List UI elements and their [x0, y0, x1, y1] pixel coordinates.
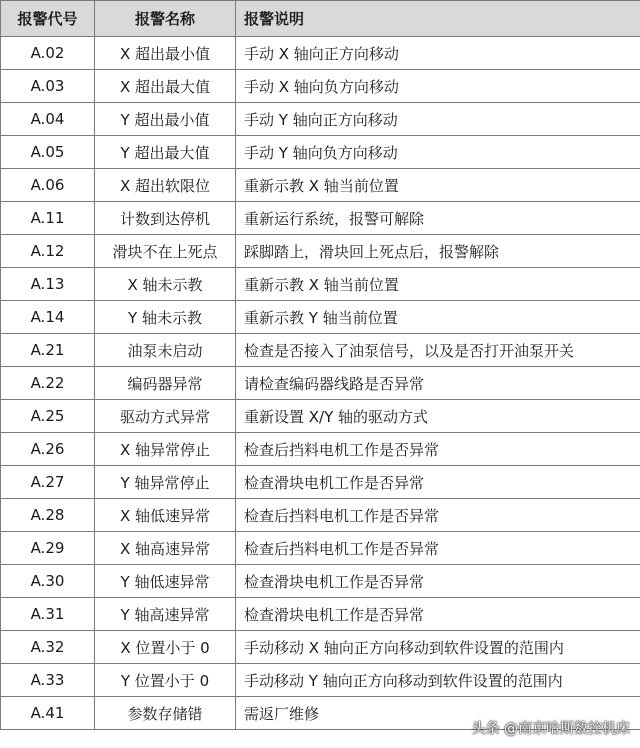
alarm-code-cell: A.06 — [1, 169, 95, 202]
alarm-description-cell: 手动 X 轴向正方向移动 — [236, 37, 640, 70]
alarm-description-cell: 重新示教 X 轴当前位置 — [236, 169, 640, 202]
alarm-name-cell: Y 轴低速异常 — [95, 565, 236, 598]
alarm-description-cell: 检查后挡料电机工作是否异常 — [236, 499, 640, 532]
table-row — [1, 235, 640, 268]
header-row — [1, 1, 640, 37]
alarm-description-cell: 重新示教 X 轴当前位置 — [236, 268, 640, 301]
alarm-name-cell: Y 轴异常停止 — [95, 466, 236, 499]
alarm-description-cell: 手动 Y 轴向正方向移动 — [236, 103, 640, 136]
alarm-name-cell: X 轴低速异常 — [95, 499, 236, 532]
alarm-name-cell: X 轴异常停止 — [95, 433, 236, 466]
alarm-code-cell: A.22 — [1, 367, 95, 400]
alarm-name-cell: 油泵未启动 — [95, 334, 236, 367]
alarm-description-cell: 重新运行系统，报警可解除 — [236, 202, 640, 235]
header-alarm-name: 报警名称 — [95, 1, 236, 37]
table-row — [1, 664, 640, 697]
table-row — [1, 136, 640, 169]
table-row — [1, 400, 640, 433]
alarm-description-cell: 检查滑块电机工作是否异常 — [236, 598, 640, 631]
alarm-name-cell: 驱动方式异常 — [95, 400, 236, 433]
alarm-description-cell: 请检查编码器线路是否异常 — [236, 367, 640, 400]
alarm-code-cell: A.02 — [1, 37, 95, 70]
alarm-name-cell: X 位置小于 0 — [95, 631, 236, 664]
alarm-code-cell: A.41 — [1, 697, 95, 730]
alarm-code-cell: A.28 — [1, 499, 95, 532]
table-row — [1, 433, 640, 466]
alarm-name-cell: X 轴未示教 — [95, 268, 236, 301]
table-row — [1, 301, 640, 334]
alarm-code-cell: A.04 — [1, 103, 95, 136]
alarm-name-cell: Y 轴未示教 — [95, 301, 236, 334]
table-row — [1, 532, 640, 565]
alarm-name-cell: Y 轴高速异常 — [95, 598, 236, 631]
table-row — [1, 565, 640, 598]
table-row — [1, 466, 640, 499]
alarm-name-cell: 滑块不在上死点 — [95, 235, 236, 268]
alarm-name-cell: X 超出软限位 — [95, 169, 236, 202]
header-alarm-code: 报警代号 — [1, 1, 95, 37]
alarm-description-cell: 手动 X 轴向负方向移动 — [236, 70, 640, 103]
watermark-text: 头条 @南京哈斯数控机床 — [471, 721, 630, 737]
table-row — [1, 268, 640, 301]
alarm-code-cell: A.25 — [1, 400, 95, 433]
table-row — [1, 169, 640, 202]
alarm-name-cell: 编码器异常 — [95, 367, 236, 400]
alarm-description-cell: 检查滑块电机工作是否异常 — [236, 466, 640, 499]
alarm-description-cell: 检查后挡料电机工作是否异常 — [236, 433, 640, 466]
alarm-name-cell: X 超出最大值 — [95, 70, 236, 103]
header-alarm-description: 报警说明 — [236, 1, 640, 37]
alarm-code-cell: A.27 — [1, 466, 95, 499]
table-row — [1, 37, 640, 70]
table-row — [1, 631, 640, 664]
alarm-code-cell: A.13 — [1, 268, 95, 301]
table-body — [1, 37, 640, 730]
alarm-description-cell: 重新示教 Y 轴当前位置 — [236, 301, 640, 334]
table-row — [1, 70, 640, 103]
alarm-description-cell: 需返厂维修 — [236, 697, 640, 730]
alarm-name-cell: 计数到达停机 — [95, 202, 236, 235]
alarm-name-cell: Y 位置小于 0 — [95, 664, 236, 697]
alarm-code-cell: A.03 — [1, 70, 95, 103]
alarm-code-cell: A.05 — [1, 136, 95, 169]
alarm-description-cell: 踩脚踏上，滑块回上死点后，报警解除 — [236, 235, 640, 268]
table-row — [1, 103, 640, 136]
alarm-code-cell: A.21 — [1, 334, 95, 367]
alarm-description-cell: 重新设置 X/Y 轴的驱动方式 — [236, 400, 640, 433]
table-row — [1, 598, 640, 631]
table-row — [1, 202, 640, 235]
alarm-code-cell: A.31 — [1, 598, 95, 631]
table-row — [1, 334, 640, 367]
alarm-code-cell: A.26 — [1, 433, 95, 466]
alarm-code-cell: A.29 — [1, 532, 95, 565]
alarm-code-cell: A.14 — [1, 301, 95, 334]
alarm-description-cell: 手动移动 Y 轴向正方向移动到软件设置的范围内 — [236, 664, 640, 697]
alarm-code-cell: A.33 — [1, 664, 95, 697]
alarm-code-cell: A.30 — [1, 565, 95, 598]
table-row — [1, 499, 640, 532]
alarm-description-cell: 检查滑块电机工作是否异常 — [236, 565, 640, 598]
alarm-code-cell: A.11 — [1, 202, 95, 235]
alarm-name-cell: X 超出最小值 — [95, 37, 236, 70]
alarm-code-cell: A.32 — [1, 631, 95, 664]
alarm-name-cell: X 轴高速异常 — [95, 532, 236, 565]
alarm-name-cell: Y 超出最大值 — [95, 136, 236, 169]
alarm-name-cell: Y 超出最小值 — [95, 103, 236, 136]
table-header — [1, 1, 640, 37]
alarm-description-cell: 手动移动 X 轴向正方向移动到软件设置的范围内 — [236, 631, 640, 664]
alarm-description-cell: 手动 Y 轴向负方向移动 — [236, 136, 640, 169]
alarm-code-cell: A.12 — [1, 235, 95, 268]
table-row — [1, 367, 640, 400]
alarm-name-cell: 参数存储错 — [95, 697, 236, 730]
alarm-description-cell: 检查后挡料电机工作是否异常 — [236, 532, 640, 565]
alarm-description-cell: 检查是否接入了油泵信号，以及是否打开油泵开关 — [236, 334, 640, 367]
